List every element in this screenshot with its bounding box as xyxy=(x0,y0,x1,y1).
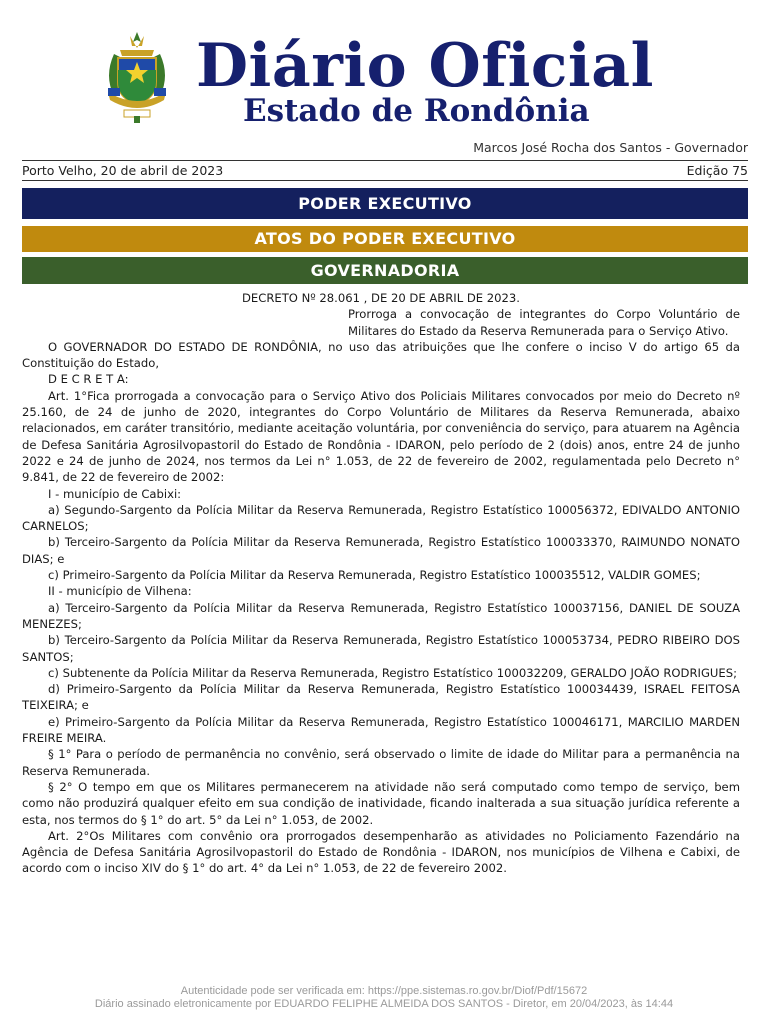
decree-ementa: Prorroga a convocação de integrantes do Corpo Voluntário de Militares do Estado da Reserva Remunerada para o Serviço Ativo. xyxy=(348,307,740,338)
governor-line: Marcos José Rocha dos Santos - Governador xyxy=(473,140,748,155)
decree-paragraph: D E C R E T A: xyxy=(48,372,129,387)
decree-paragraph: a) Segundo-Sargento da Polícia Militar da Reserva Remunerada, Registro Estatístico 100056372, EDIVALDO ANTONIO CARNELOS; xyxy=(22,502,740,534)
section-band-atos: ATOS DO PODER EXECUTIVO xyxy=(22,226,748,252)
decree-title: DECRETO Nº 28.061 , DE 20 DE ABRIL DE 2023. xyxy=(241,291,520,305)
publication-title: Diário Oficial xyxy=(196,31,654,101)
decree-paragraph: Art. 1°Fica prorrogada a convocação para o Serviço Ativo dos Policiais Militares convocados por meio do Decreto nº 25.160, de 24 de junho de 2020, integrantes do Corpo Voluntário de Militares da Reserva Remunerada, abaixo relacionados, em caráter transitório, mediante aceitação voluntária, por conveniência do serviço, para atuarem na Agência de Defesa Sanitária Agrosilvopastoril do Estado de Rondônia - IDARON, pelo período de 2 (dois) anos, entre 24 de junho 2022 e 24 de junho de 2024, nos termos da Lei n° 1.053, de 22 de fevereiro de 2002, regulamentada pelo Decreto n° 9.841, de 22 de fevereiro de 2002: xyxy=(22,388,740,485)
publication-subtitle: Estado de Rondônia xyxy=(243,93,590,129)
edition-number: Edição 75 xyxy=(686,163,748,178)
decree-paragraph: § 1° Para o período de permanência no convênio, será observado o limite de idade do Militar para a permanência na Reserva Remunerada. xyxy=(22,747,740,778)
decree-paragraph: e) Primeiro-Sargento da Polícia Militar da Reserva Remunerada, Registro Estatístico 100046171, MARCILIO MARDEN FREIRE MEIRA. xyxy=(22,714,740,746)
decree-body xyxy=(22,290,740,877)
decree-paragraph: II - município de Vilhena: xyxy=(48,584,192,599)
masthead xyxy=(0,26,768,136)
decree-paragraph: b) Terceiro-Sargento da Polícia Militar da Reserva Remunerada, Registro Estatístico 100033370, RAIMUNDO NONATO DIAS; e xyxy=(22,535,740,566)
decree-paragraph: b) Terceiro-Sargento da Polícia Militar da Reserva Remunerada, Registro Estatístico 100053734, PEDRO RIBEIRO DOS SANTOS; xyxy=(22,633,740,664)
coat-of-arms-icon xyxy=(100,30,174,124)
header-divider-bottom xyxy=(22,180,748,181)
decree-paragraph: d) Primeiro-Sargento da Polícia Militar da Reserva Remunerada, Registro Estatístico 100034439, ISRAEL FEITOSA TEIXEIRA; e xyxy=(22,682,740,713)
section-band-poder-executivo: PODER EXECUTIVO xyxy=(22,188,748,219)
decree-paragraph: O GOVERNADOR DO ESTADO DE RONDÔNIA, no uso das atribuições que lhe confere o inciso V do artigo 65 da Constituição do Estado, xyxy=(22,339,740,371)
dateline: Porto Velho, 20 de abril de 2023 xyxy=(22,163,224,178)
decree-paragraph: c) Subtenente da Polícia Militar da Reserva Remunerada, Registro Estatístico 100032209, GERALDO JOÃO RODRIGUES; xyxy=(48,665,738,680)
decree-paragraph: § 2° O tempo em que os Militares permanecerem na atividade não será computado como tempo de serviço, bem como não produzirá qualquer efeito em sua condição de inatividade, ficando inalterada a sua situação jurídica referente a esta, nos termos do § 1° do art. 5° da Lei n° 1.053, de 2002. xyxy=(22,779,740,827)
authenticity-link[interactable]: Autenticidade pode ser verificada em: https://ppe.sistemas.ro.gov.br/Diof/Pdf/15672 xyxy=(180,985,588,997)
decree-paragraph: a) Terceiro-Sargento da Polícia Militar da Reserva Remunerada, Registro Estatístico 100037156, DANIEL DE SOUZA MENEZES; xyxy=(22,600,740,631)
header-divider-top xyxy=(22,160,748,161)
decree-paragraph: I - município de Cabixi: xyxy=(48,486,182,501)
section-band-governadoria: GOVERNADORIA xyxy=(22,257,748,284)
decree-paragraph: Art. 2°Os Militares com convênio ora prorrogados desempenharão as atividades no Policiamento Fazendário na Agência de Defesa Sanitária Agrosilvopastoril do Estado de Rondônia - IDARON, nos municípios de Vilhena e Cabixi, de acordo com o inciso XIV do § 1° do art. 4° da Lei n° 1.053, de 22 de fevereiro 2002. xyxy=(22,828,740,876)
decree-paragraph: c) Primeiro-Sargento da Polícia Militar da Reserva Remunerada, Registro Estatístico 100035512, VALDIR GOMES; xyxy=(48,568,701,583)
signature-note: Diário assinado eletronicamente por EDUARDO FELIPHE ALMEIDA DOS SANTOS - Diretor, em 20/04/2023, às 14:44 xyxy=(94,998,674,1010)
